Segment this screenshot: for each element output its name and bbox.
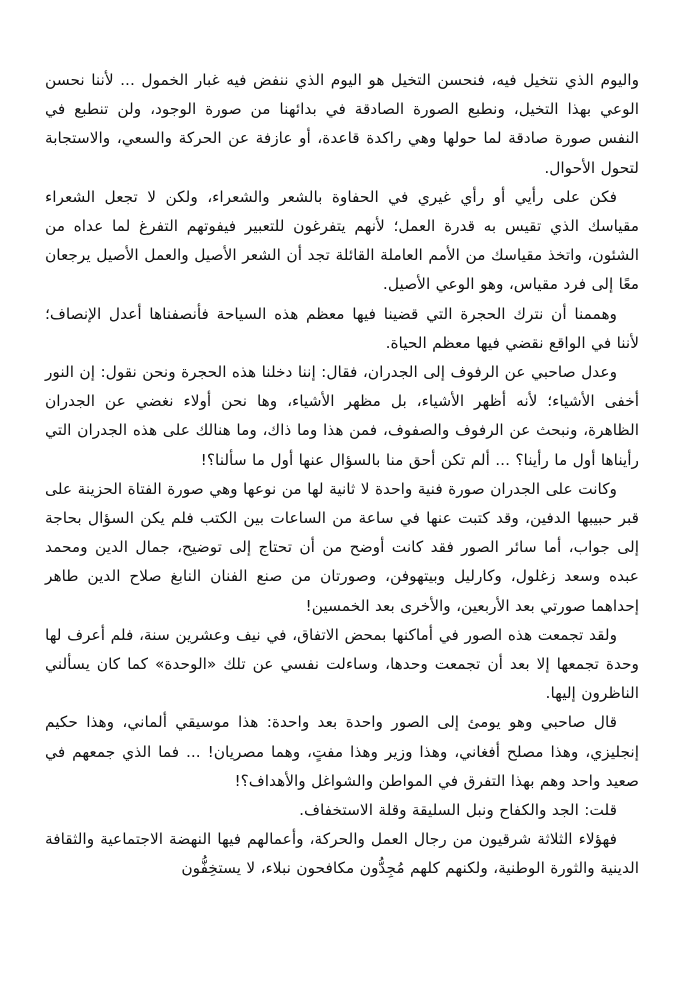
paragraph-5: وكانت على الجدران صورة فنية واحدة لا ثانية لها من نوعها وهي صورة الفتاة الحزينة على قبر حبيبها الدفين، وقد كتبت عنها في ساعة من الساعات بين الكتب فلم يكن السؤال بحاجة إلى جواب، أما سائر الصور فقد كانت أوضح من أن تحتاج إلى توضيح، جمال الدين ومحمد عبده وسعد زغلول، وكارليل وبيتهوفن، وصورتان من صنع الفنان النابغ صلاح الدين طاهر إحداهما صورتي بعد الأربعين، والأخرى بعد الخمسين!	[45, 479, 639, 615]
paragraph-1: واليوم الذي نتخيل فيه، فنحسن التخيل هو اليوم الذي ننفض فيه غبار الخمول ... لأننا نحسن الوعي بهذا التخيل، ونطبع الصورة الصادقة في بدائهنا من صورة الوجود، ولن تنطبع في النفس صورة صادقة لما حولها وهي راكدة قاعدة، أو عازفة عن الحركة والسعي، والاستجابة لتحول الأحوال.	[45, 71, 639, 177]
paragraph-7: قال صاحبي وهو يومئ إلى الصور واحدة بعد واحدة: هذا موسيقي ألماني، وهذا حكيم إنجليزي، وهذا مصلح أفغاني، وهذا وزير وهذا مفتٍ، وهما مصريان! ... فما الذي جمعهم في صعيد واحد وهم بهذا التفرق في المواطن والشواغل والأهداف؟!	[45, 713, 639, 790]
paragraph-4: وعدل صاحبي عن الرفوف إلى الجدران، فقال: إننا دخلنا هذه الحجرة ونحن نقول: إن النور أخفى الأشياء؛ لأنه أظهر الأشياء، بل مظهر الأشياء، وها نحن أولاء نغضي عن الجدران الظاهرة، ونبحث عن الرفوف والصفوف، فمن هذا وما ذاك، وما هنالك على هذه الجدران التي رأيناها أول ما رأينا؟ ... ألم تكن أحق منا بالسؤال عنها أول ما سألنا؟!	[45, 363, 639, 469]
paragraph-9: فهؤلاء الثلاثة شرقيون من رجال العمل والحركة، وأعمالهم فيها النهضة الاجتماعية والثقافة الدينية والثورة الوطنية، ولكنهم كلهم مُجِدُّون مكافحون نبلاء، لا يستخِفُّون	[45, 830, 639, 878]
paragraph-6: ولقد تجمعت هذه الصور في أماكنها بمحض الاتفاق، في نيف وعشرين سنة، فلم أعرف لها وحدة تجمعها إلا بعد أن تجمعت وحدها، وساءلت نفسي عن تلك «الوحدة» كما كان يسألني الناظرون إليها.	[45, 625, 639, 703]
paragraph-8: قلت: الجد والكفاح ونبل السليقة وقلة الاستخفاف.	[299, 801, 617, 820]
paragraph-2: فكن على رأيي أو رأي غيري في الحفاوة بالشعر والشعراء، ولكن لا تجعل الشعراء مقياسك الذي تقيس به قدرة العمل؛ لأنهم يتفرغون للتعبير فيفوتهم التفرغ لما عداه من الشئون، واتخذ مقياسك من الأمم العاملة القائلة تجد أن الشعر الأصيل والعمل الأصيل يرجعان معًا إلى فرد مقياس، وهو الوعي الأصيل.	[45, 187, 639, 294]
paragraph-3: وهممنا أن نترك الحجرة التي قضينا فيها معظم هذه السياحة فأنصفناها أعدل الإنصاف؛ لأننا في الواقع نقضي فيها معظم الحياة.	[45, 304, 639, 352]
